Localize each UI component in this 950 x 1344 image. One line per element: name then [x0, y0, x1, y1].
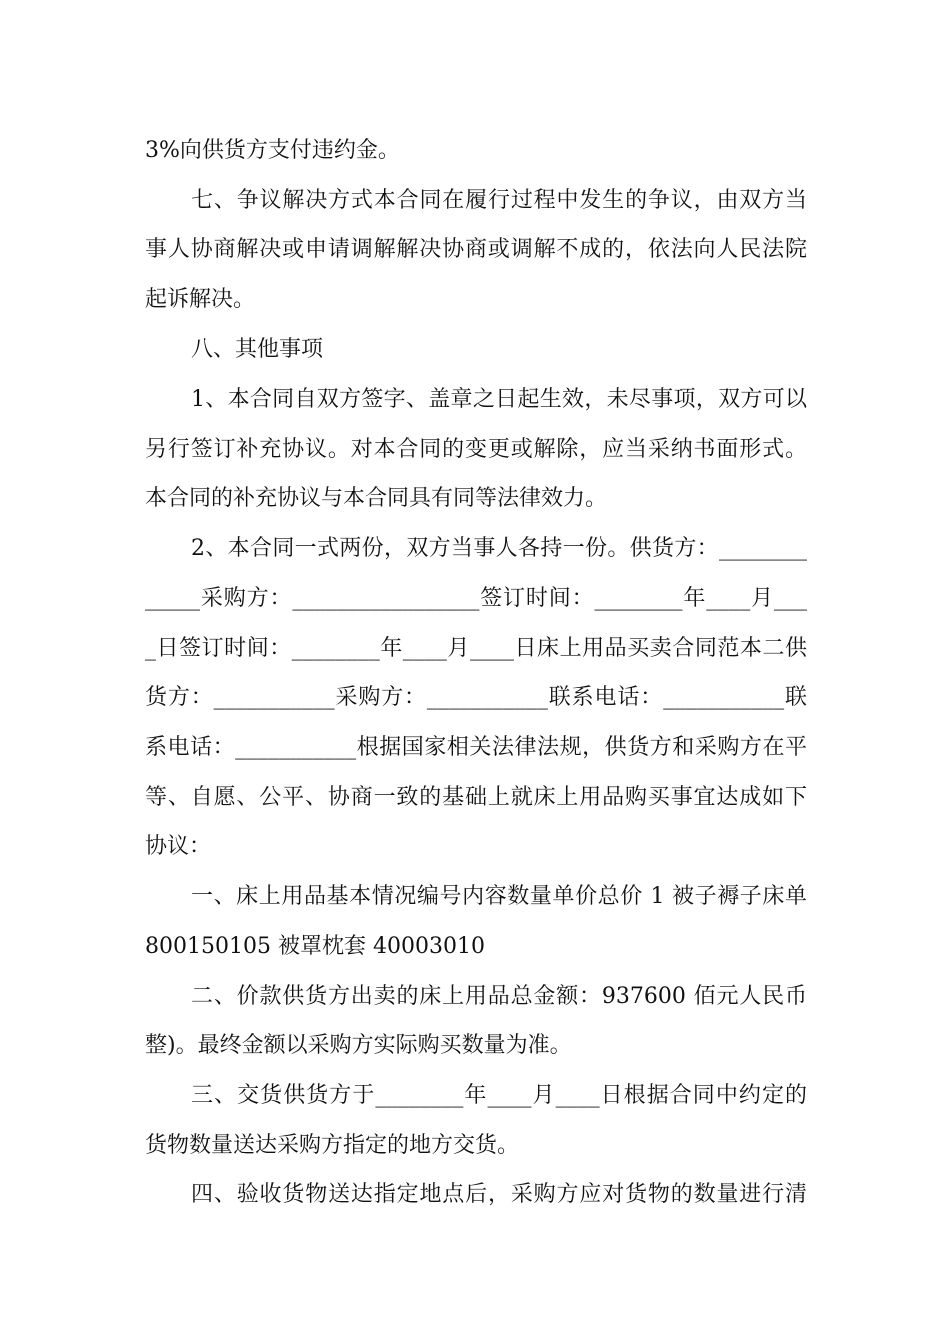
text-line: 事人协商解决或申请调解解决协商或调解不成的，依法向人民法院	[145, 237, 807, 262]
text-line: 整)。最终金额以采购方实际购买数量为准。	[145, 1033, 572, 1058]
section-price: 二、价款供货方出卖的床上用品总金额：937600 佰元人民币	[191, 984, 807, 1009]
text-line: 协议：	[145, 834, 212, 859]
text-line: 货物数量送达采购方指定的地方交货。	[145, 1133, 520, 1158]
text-line: 系电话：___________根据国家相关法律法规，供货方和采购方在平	[145, 735, 807, 760]
paragraph-dispute-resolution: 七、争议解决方式本合同在履行过程中发生的争议，由双方当	[191, 188, 807, 213]
text-line: 货方：___________采购方：___________联系电话：___________联	[145, 685, 807, 710]
text-line: _____采购方：_________________签订时间：________年____月___	[145, 586, 807, 611]
section-delivery: 三、交货供货方于________年____月____日根据合同中约定的	[191, 1083, 807, 1108]
text-line: 起诉解决。	[145, 287, 256, 312]
section-heading-other-matters: 八、其他事项	[191, 337, 324, 362]
text-line: 800150105 被罩枕套 40003010	[145, 934, 485, 959]
section-basic-info: 一、床上用品基本情况编号内容数量单价总价 1 被子褥子床单	[191, 884, 807, 909]
clause-2: 2、本合同一式两份，双方当事人各持一份。供货方：________	[191, 536, 807, 561]
text-line: 等、自愿、公平、协商一致的基础上就床上用品购买事宜达成如下	[145, 785, 807, 810]
text-line: 3%向供货方支付违约金。	[145, 138, 400, 163]
clause-1: 1、本合同自双方签字、盖章之日起生效，未尽事项，双方可以	[191, 387, 807, 412]
text-line: _日签订时间：________年____月____日床上用品买卖合同范本二供	[145, 636, 807, 661]
text-line: 另行签订补充协议。对本合同的变更或解除，应当采纳书面形式。	[145, 437, 807, 462]
section-acceptance: 四、验收货物送达指定地点后，采购方应对货物的数量进行清	[191, 1182, 807, 1207]
text-line: 本合同的补充协议与本合同具有同等法律效力。	[145, 486, 608, 511]
